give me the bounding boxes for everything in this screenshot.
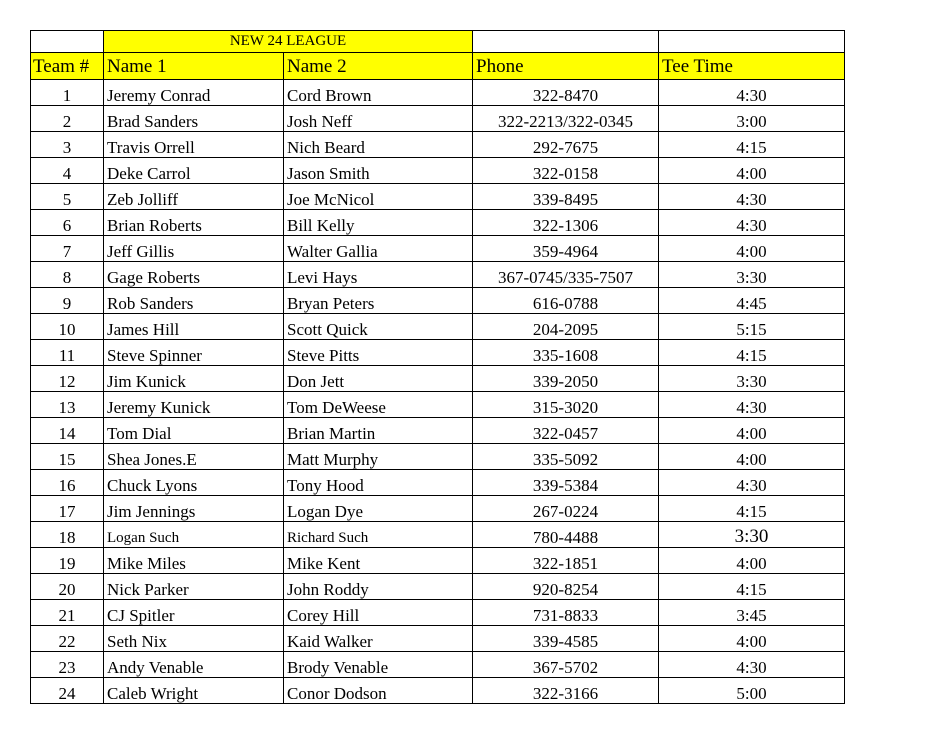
cell-phone[interactable]: 920-8254 bbox=[473, 574, 659, 600]
cell-phone[interactable]: 322-2213/322-0345 bbox=[473, 106, 659, 132]
cell-name1[interactable]: Logan Such bbox=[104, 522, 284, 548]
cell-name2[interactable]: Brody Venable bbox=[284, 652, 473, 678]
table-row bbox=[31, 392, 845, 418]
cell-name1[interactable]: Jim Jennings bbox=[104, 496, 284, 522]
cell-tee-time[interactable]: 4:15 bbox=[659, 574, 845, 600]
cell-tee-time[interactable]: 4:30 bbox=[659, 184, 845, 210]
cell-name1[interactable]: Mike Miles bbox=[104, 548, 284, 574]
cell-phone[interactable]: 315-3020 bbox=[473, 392, 659, 418]
cell-name1[interactable]: Zeb Jolliff bbox=[104, 184, 284, 210]
cell-team[interactable]: 12 bbox=[31, 366, 104, 392]
cell-phone[interactable]: 335-5092 bbox=[473, 444, 659, 470]
cell-name1[interactable]: Rob Sanders bbox=[104, 288, 284, 314]
cell-tee-time[interactable]: 3:30 bbox=[659, 522, 845, 548]
cell-name1[interactable]: Brad Sanders bbox=[104, 106, 284, 132]
cell-name1[interactable]: Steve Spinner bbox=[104, 340, 284, 366]
table-row bbox=[31, 80, 845, 106]
cell-phone[interactable]: 339-4585 bbox=[473, 626, 659, 652]
cell-phone[interactable]: 322-8470 bbox=[473, 80, 659, 106]
cell-team[interactable]: 4 bbox=[31, 158, 104, 184]
cell-name2[interactable]: Walter Gallia bbox=[284, 236, 473, 262]
cell-phone[interactable]: 616-0788 bbox=[473, 288, 659, 314]
cell-team[interactable]: 15 bbox=[31, 444, 104, 470]
cell-name2[interactable]: Richard Such bbox=[284, 522, 473, 548]
table-row bbox=[31, 314, 845, 340]
cell-name2[interactable]: Nich Beard bbox=[284, 132, 473, 158]
table-row bbox=[31, 262, 845, 288]
cell-name1[interactable]: Jeff Gillis bbox=[104, 236, 284, 262]
cell-tee-time[interactable]: 4:00 bbox=[659, 236, 845, 262]
cell-name2[interactable]: Mike Kent bbox=[284, 548, 473, 574]
cell-tee-time[interactable]: 4:00 bbox=[659, 444, 845, 470]
cell-name2[interactable]: Scott Quick bbox=[284, 314, 473, 340]
cell-name2[interactable]: Brian Martin bbox=[284, 418, 473, 444]
cell-team[interactable]: 16 bbox=[31, 470, 104, 496]
cell-team[interactable]: 11 bbox=[31, 340, 104, 366]
cell-phone[interactable]: 322-0457 bbox=[473, 418, 659, 444]
cell-team[interactable]: 23 bbox=[31, 652, 104, 678]
cell-team[interactable]: 5 bbox=[31, 184, 104, 210]
cell-name1[interactable]: Andy Venable bbox=[104, 652, 284, 678]
table-row bbox=[31, 652, 845, 678]
cell-phone[interactable]: 339-5384 bbox=[473, 470, 659, 496]
cell-team[interactable]: 17 bbox=[31, 496, 104, 522]
cell-phone[interactable]: 367-5702 bbox=[473, 652, 659, 678]
table-row bbox=[31, 340, 845, 366]
cell-phone[interactable]: 339-8495 bbox=[473, 184, 659, 210]
cell-name2[interactable]: Josh Neff bbox=[284, 106, 473, 132]
cell-phone[interactable]: 292-7675 bbox=[473, 132, 659, 158]
cell-name1[interactable]: Jeremy Conrad bbox=[104, 80, 284, 106]
cell-name2[interactable]: Steve Pitts bbox=[284, 340, 473, 366]
cell-phone[interactable]: 359-4964 bbox=[473, 236, 659, 262]
cell-team[interactable]: 3 bbox=[31, 132, 104, 158]
cell-tee-time[interactable]: 4:30 bbox=[659, 470, 845, 496]
cell-tee-time[interactable]: 4:15 bbox=[659, 496, 845, 522]
cell-team[interactable]: 2 bbox=[31, 106, 104, 132]
table-row bbox=[31, 600, 845, 626]
header-name2[interactable]: Name 2 bbox=[284, 53, 473, 80]
cell-tee-time[interactable]: 4:30 bbox=[659, 210, 845, 236]
cell-name2[interactable]: Matt Murphy bbox=[284, 444, 473, 470]
table-row bbox=[31, 470, 845, 496]
table-row bbox=[31, 574, 845, 600]
cell-phone[interactable]: 204-2095 bbox=[473, 314, 659, 340]
cell-tee-time[interactable]: 3:30 bbox=[659, 366, 845, 392]
cell-name2[interactable]: John Roddy bbox=[284, 574, 473, 600]
cell-name2[interactable]: Joe McNicol bbox=[284, 184, 473, 210]
cell-phone[interactable]: 322-0158 bbox=[473, 158, 659, 184]
cell-team[interactable]: 19 bbox=[31, 548, 104, 574]
cell-team[interactable]: 9 bbox=[31, 288, 104, 314]
league-title[interactable]: NEW 24 LEAGUE bbox=[104, 31, 473, 53]
header-team[interactable]: Team # bbox=[31, 53, 104, 80]
table-row bbox=[31, 418, 845, 444]
cell-team[interactable]: 20 bbox=[31, 574, 104, 600]
cell-name1[interactable]: Seth Nix bbox=[104, 626, 284, 652]
cell-name2[interactable]: Don Jett bbox=[284, 366, 473, 392]
cell-tee-time[interactable]: 4:30 bbox=[659, 80, 845, 106]
table-row bbox=[31, 184, 845, 210]
cell-name2[interactable]: Jason Smith bbox=[284, 158, 473, 184]
cell-name1[interactable]: Tom Dial bbox=[104, 418, 284, 444]
cell-tee-time[interactable]: 4:00 bbox=[659, 418, 845, 444]
league-table bbox=[30, 30, 845, 704]
cell-tee-time[interactable]: 4:15 bbox=[659, 132, 845, 158]
header-phone[interactable]: Phone bbox=[473, 53, 659, 80]
title-cell-empty[interactable] bbox=[659, 31, 845, 53]
cell-tee-time[interactable]: 4:30 bbox=[659, 652, 845, 678]
cell-tee-time[interactable]: 4:45 bbox=[659, 288, 845, 314]
cell-phone[interactable]: 367-0745/335-7507 bbox=[473, 262, 659, 288]
table-row bbox=[31, 496, 845, 522]
cell-name2[interactable]: Tony Hood bbox=[284, 470, 473, 496]
cell-name2[interactable]: Bryan Peters bbox=[284, 288, 473, 314]
cell-name1[interactable]: Deke Carrol bbox=[104, 158, 284, 184]
table-row bbox=[31, 548, 845, 574]
cell-team[interactable]: 22 bbox=[31, 626, 104, 652]
table-row bbox=[31, 132, 845, 158]
cell-team[interactable]: 7 bbox=[31, 236, 104, 262]
cell-team[interactable]: 13 bbox=[31, 392, 104, 418]
cell-name1[interactable]: Travis Orrell bbox=[104, 132, 284, 158]
cell-tee-time[interactable]: 3:45 bbox=[659, 600, 845, 626]
cell-name1[interactable]: CJ Spitler bbox=[104, 600, 284, 626]
cell-name2[interactable]: Logan Dye bbox=[284, 496, 473, 522]
cell-phone[interactable]: 322-1306 bbox=[473, 210, 659, 236]
cell-name2[interactable]: Tom DeWeese bbox=[284, 392, 473, 418]
table-row bbox=[31, 236, 845, 262]
table-row bbox=[31, 106, 845, 132]
cell-name1[interactable]: Chuck Lyons bbox=[104, 470, 284, 496]
title-cell-empty[interactable] bbox=[473, 31, 659, 53]
cell-team[interactable]: 1 bbox=[31, 80, 104, 106]
header-tee-time[interactable]: Tee Time bbox=[659, 53, 845, 80]
header-name1[interactable]: Name 1 bbox=[104, 53, 284, 80]
cell-phone[interactable]: 780-4488 bbox=[473, 522, 659, 548]
table-row bbox=[31, 522, 845, 548]
cell-phone[interactable]: 322-3166 bbox=[473, 678, 659, 704]
cell-name2[interactable]: Levi Hays bbox=[284, 262, 473, 288]
cell-name2[interactable]: Conor Dodson bbox=[284, 678, 473, 704]
cell-team[interactable]: 14 bbox=[31, 418, 104, 444]
cell-name1[interactable]: Brian Roberts bbox=[104, 210, 284, 236]
cell-phone[interactable]: 267-0224 bbox=[473, 496, 659, 522]
cell-name1[interactable]: Nick Parker bbox=[104, 574, 284, 600]
cell-name2[interactable]: Corey Hill bbox=[284, 600, 473, 626]
cell-phone[interactable]: 322-1851 bbox=[473, 548, 659, 574]
cell-name1[interactable]: Caleb Wright bbox=[104, 678, 284, 704]
cell-tee-time[interactable]: 5:15 bbox=[659, 314, 845, 340]
cell-tee-time[interactable]: 3:00 bbox=[659, 106, 845, 132]
cell-team[interactable]: 6 bbox=[31, 210, 104, 236]
cell-name2[interactable]: Bill Kelly bbox=[284, 210, 473, 236]
cell-team[interactable]: 18 bbox=[31, 522, 104, 548]
cell-phone[interactable]: 335-1608 bbox=[473, 340, 659, 366]
title-row bbox=[31, 31, 845, 53]
table-row bbox=[31, 158, 845, 184]
cell-name1[interactable]: Shea Jones.E bbox=[104, 444, 284, 470]
cell-team[interactable]: 8 bbox=[31, 262, 104, 288]
cell-tee-time[interactable]: 4:30 bbox=[659, 392, 845, 418]
cell-name1[interactable]: James Hill bbox=[104, 314, 284, 340]
cell-team[interactable]: 21 bbox=[31, 600, 104, 626]
cell-tee-time[interactable]: 4:00 bbox=[659, 158, 845, 184]
table-row bbox=[31, 678, 845, 704]
table-row bbox=[31, 210, 845, 236]
cell-phone[interactable]: 339-2050 bbox=[473, 366, 659, 392]
cell-name2[interactable]: Kaid Walker bbox=[284, 626, 473, 652]
cell-name1[interactable]: Jeremy Kunick bbox=[104, 392, 284, 418]
table-row bbox=[31, 626, 845, 652]
header-row bbox=[31, 53, 845, 80]
cell-phone[interactable]: 731-8833 bbox=[473, 600, 659, 626]
table-row bbox=[31, 444, 845, 470]
cell-tee-time[interactable]: 3:30 bbox=[659, 262, 845, 288]
cell-name2[interactable]: Cord Brown bbox=[284, 80, 473, 106]
cell-name1[interactable]: Jim Kunick bbox=[104, 366, 284, 392]
title-cell-empty[interactable] bbox=[31, 31, 104, 53]
cell-name1[interactable]: Gage Roberts bbox=[104, 262, 284, 288]
cell-team[interactable]: 10 bbox=[31, 314, 104, 340]
cell-tee-time[interactable]: 5:00 bbox=[659, 678, 845, 704]
cell-team[interactable]: 24 bbox=[31, 678, 104, 704]
cell-tee-time[interactable]: 4:00 bbox=[659, 626, 845, 652]
table-row bbox=[31, 366, 845, 392]
table-row bbox=[31, 288, 845, 314]
cell-tee-time[interactable]: 4:15 bbox=[659, 340, 845, 366]
cell-tee-time[interactable]: 4:00 bbox=[659, 548, 845, 574]
